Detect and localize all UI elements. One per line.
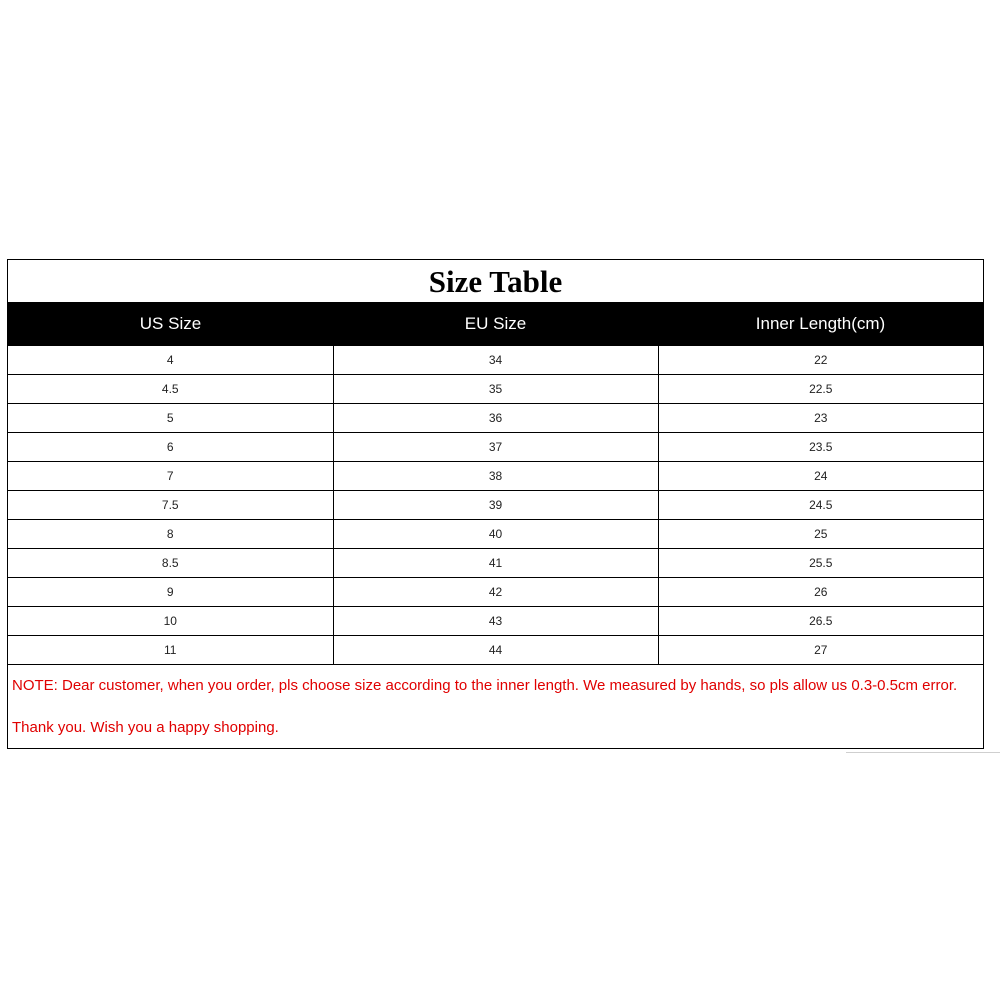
divider bbox=[846, 752, 1000, 753]
eu-size-cell: 43 bbox=[333, 607, 658, 636]
us-size-cell: 11 bbox=[8, 636, 333, 665]
size-table-card bbox=[7, 259, 984, 749]
inner-length-cell: 26 bbox=[658, 578, 983, 607]
inner-length-cell: 23 bbox=[658, 404, 983, 433]
us-size-cell: 8.5 bbox=[8, 549, 333, 578]
table-row bbox=[8, 578, 983, 607]
table-row bbox=[8, 549, 983, 578]
eu-size-cell: 39 bbox=[333, 491, 658, 520]
size-table bbox=[8, 302, 983, 665]
eu-size-cell: 36 bbox=[333, 404, 658, 433]
eu-size-cell: 37 bbox=[333, 433, 658, 462]
column-header-eu-size: EU Size bbox=[333, 302, 658, 346]
us-size-cell: 9 bbox=[8, 578, 333, 607]
us-size-cell: 7 bbox=[8, 462, 333, 491]
eu-size-cell: 35 bbox=[333, 375, 658, 404]
size-note: NOTE: Dear customer, when you order, pls choose size according to the inner length. We measured by hands, so pls allow us 0.3-0.5cm error. Thank you. Wish you a happy shopping. bbox=[12, 677, 958, 736]
eu-size-cell: 34 bbox=[333, 346, 658, 375]
column-header-us-size: US Size bbox=[8, 302, 333, 346]
inner-length-cell: 27 bbox=[658, 636, 983, 665]
inner-length-cell: 23.5 bbox=[658, 433, 983, 462]
table-row bbox=[8, 462, 983, 491]
eu-size-cell: 44 bbox=[333, 636, 658, 665]
table-header-row bbox=[8, 302, 983, 346]
inner-length-cell: 25 bbox=[658, 520, 983, 549]
table-row bbox=[8, 346, 983, 375]
eu-size-cell: 42 bbox=[333, 578, 658, 607]
eu-size-cell: 41 bbox=[333, 549, 658, 578]
eu-size-cell: 38 bbox=[333, 462, 658, 491]
table-row bbox=[8, 433, 983, 462]
us-size-cell: 7.5 bbox=[8, 491, 333, 520]
table-row bbox=[8, 491, 983, 520]
eu-size-cell: 40 bbox=[333, 520, 658, 549]
inner-length-cell: 22 bbox=[658, 346, 983, 375]
page-title: Size Table bbox=[428, 264, 563, 299]
column-header-inner-length: Inner Length(cm) bbox=[658, 302, 983, 346]
us-size-cell: 10 bbox=[8, 607, 333, 636]
inner-length-cell: 26.5 bbox=[658, 607, 983, 636]
table-row bbox=[8, 636, 983, 665]
inner-length-cell: 24.5 bbox=[658, 491, 983, 520]
table-row bbox=[8, 375, 983, 404]
table-row bbox=[8, 607, 983, 636]
us-size-cell: 4 bbox=[8, 346, 333, 375]
table-row bbox=[8, 404, 983, 433]
us-size-cell: 4.5 bbox=[8, 375, 333, 404]
us-size-cell: 8 bbox=[8, 520, 333, 549]
table-row bbox=[8, 520, 983, 549]
us-size-cell: 5 bbox=[8, 404, 333, 433]
inner-length-cell: 22.5 bbox=[658, 375, 983, 404]
inner-length-cell: 25.5 bbox=[658, 549, 983, 578]
us-size-cell: 6 bbox=[8, 433, 333, 462]
inner-length-cell: 24 bbox=[658, 462, 983, 491]
table-body bbox=[8, 346, 983, 665]
